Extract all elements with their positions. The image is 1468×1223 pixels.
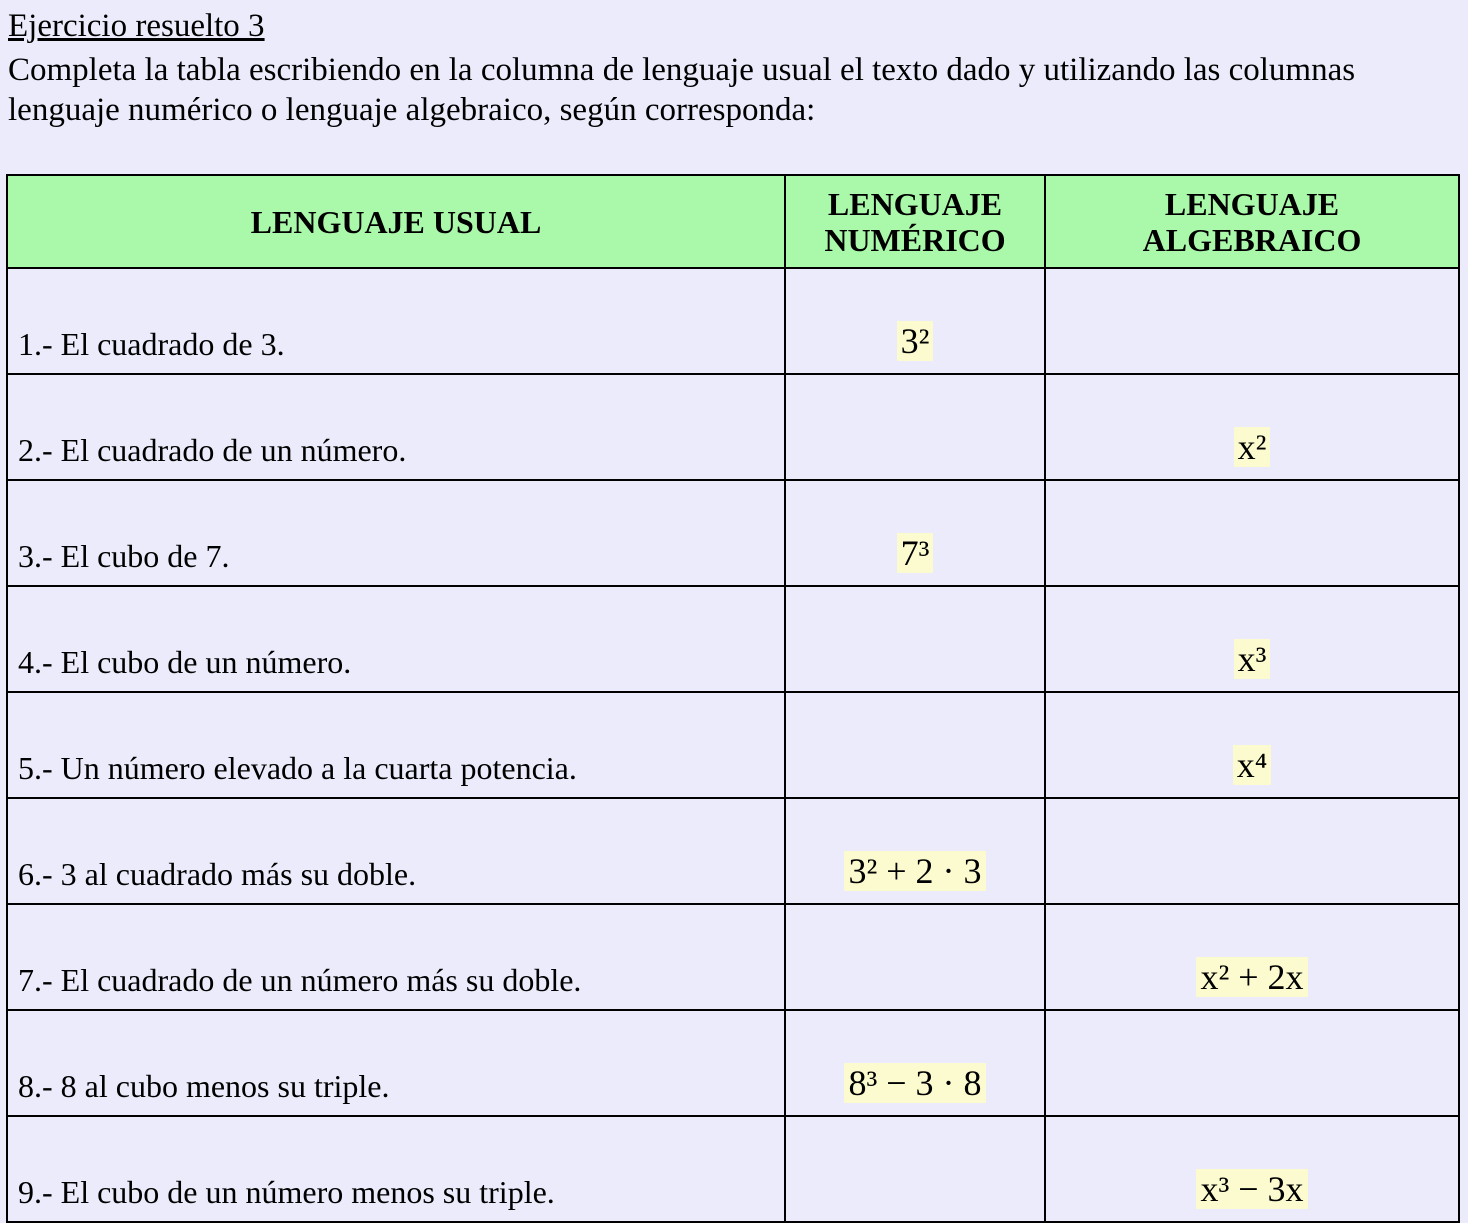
usual-cell: 5.- Un número elevado a la cuarta potencia.: [7, 692, 785, 798]
algebraic-answer: x⁴: [1233, 745, 1272, 785]
table-row: [7, 374, 1459, 480]
exercise-title: Ejercicio resuelto 3: [8, 8, 265, 44]
numeric-answer: 7³: [897, 533, 934, 573]
algebraic-answer: x²: [1234, 427, 1271, 467]
numeric-cell: [785, 268, 1045, 374]
algebraic-cell: [1045, 798, 1459, 904]
table-row: [7, 268, 1459, 374]
algebraic-answer: x² + 2x: [1196, 957, 1307, 997]
numeric-cell: [785, 1116, 1045, 1222]
algebraic-cell: [1045, 268, 1459, 374]
usual-cell: 4.- El cubo de un número.: [7, 586, 785, 692]
algebraic-cell: [1045, 692, 1459, 798]
usual-cell: 1.- El cuadrado de 3.: [7, 268, 785, 374]
numeric-answer: 3² + 2 · 3: [844, 851, 985, 891]
numeric-cell: [785, 692, 1045, 798]
header-numeric: LENGUAJE NUMÉRICO: [785, 175, 1045, 268]
numeric-cell: [785, 586, 1045, 692]
numeric-answer: 3²: [897, 321, 934, 361]
header-algebraic: LENGUAJE ALGEBRAICO: [1045, 175, 1459, 268]
table-row: [7, 1010, 1459, 1116]
usual-cell: 9.- El cubo de un número menos su triple.: [7, 1116, 785, 1222]
algebraic-cell: [1045, 904, 1459, 1010]
usual-cell: 8.- 8 al cubo menos su triple.: [7, 1010, 785, 1116]
numeric-cell: [785, 1010, 1045, 1116]
usual-cell: 7.- El cuadrado de un número más su doble.: [7, 904, 785, 1010]
language-table: [6, 174, 1460, 1223]
numeric-cell: [785, 904, 1045, 1010]
numeric-cell: [785, 480, 1045, 586]
algebraic-cell: [1045, 1116, 1459, 1222]
table-row: [7, 904, 1459, 1010]
exercise-instructions: Completa la tabla escribiendo en la columna de lenguaje usual el texto dado y utilizando las columnas lenguaje numérico o lenguaje algebraico, según corresponda:: [8, 52, 1356, 128]
algebraic-cell: [1045, 480, 1459, 586]
table-row: [7, 480, 1459, 586]
usual-cell: 2.- El cuadrado de un número.: [7, 374, 785, 480]
algebraic-cell: [1045, 374, 1459, 480]
usual-cell: 3.- El cubo de 7.: [7, 480, 785, 586]
numeric-cell: [785, 374, 1045, 480]
table-row: [7, 798, 1459, 904]
usual-cell: 6.- 3 al cuadrado más su doble.: [7, 798, 785, 904]
algebraic-answer: x³ − 3x: [1196, 1169, 1307, 1209]
header-row: [7, 175, 1459, 268]
algebraic-cell: [1045, 586, 1459, 692]
table-row: [7, 1116, 1459, 1222]
header-usual: LENGUAJE USUAL: [7, 175, 785, 268]
numeric-answer: 8³ − 3 · 8: [844, 1063, 985, 1103]
algebraic-cell: [1045, 1010, 1459, 1116]
table-row: [7, 692, 1459, 798]
numeric-cell: [785, 798, 1045, 904]
algebraic-answer: x³: [1234, 639, 1271, 679]
table-row: [7, 586, 1459, 692]
